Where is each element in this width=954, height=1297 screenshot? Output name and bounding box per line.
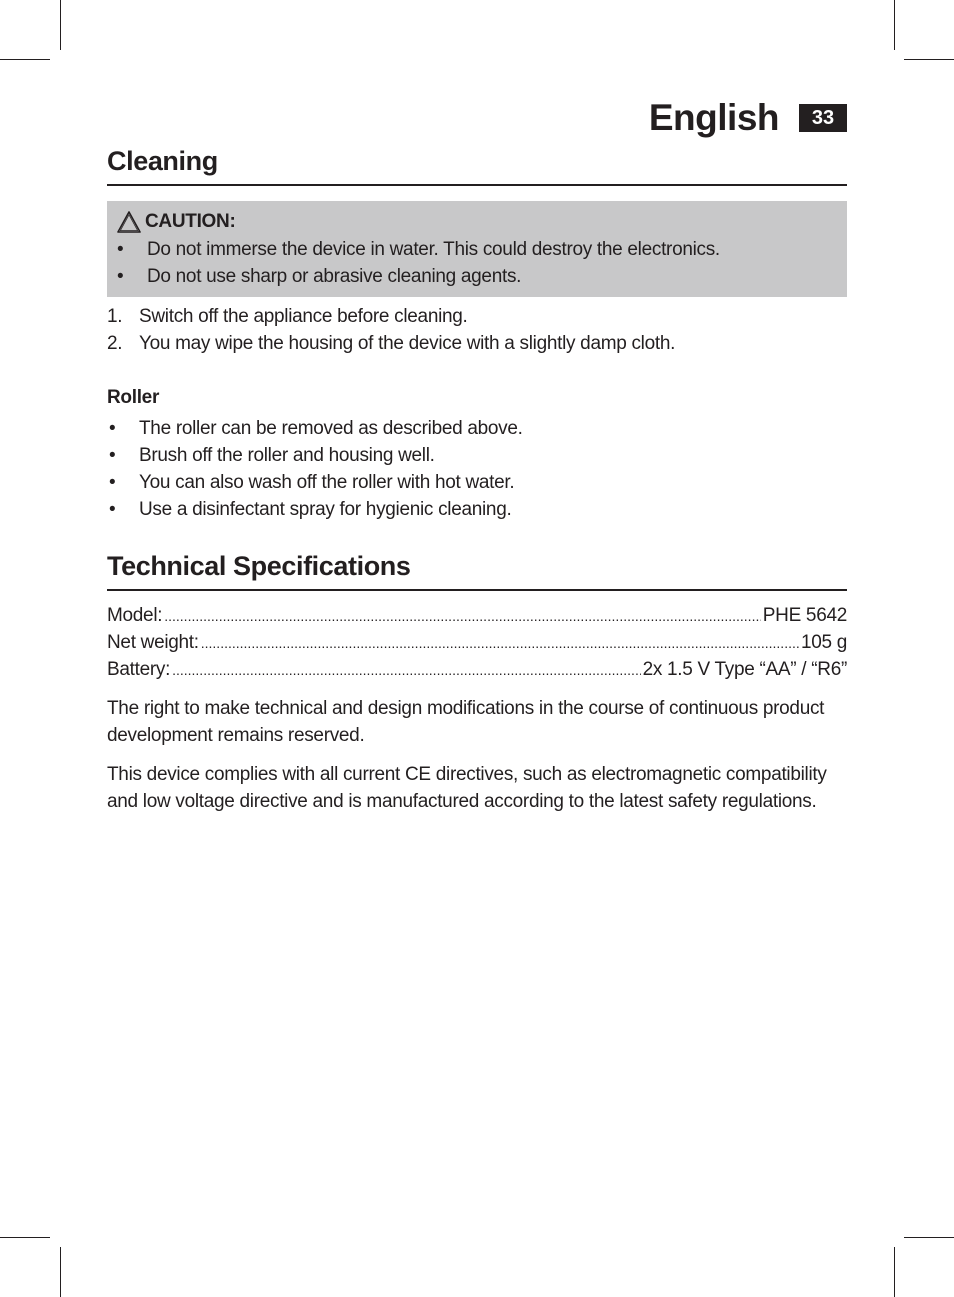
spec-label: Battery: bbox=[107, 659, 171, 680]
crop-mark bbox=[904, 59, 954, 60]
roller-heading: Roller bbox=[107, 387, 160, 408]
list-item: • You can also wash off the roller with hot water. bbox=[107, 469, 847, 496]
leader-dots bbox=[201, 630, 799, 657]
spec-value: PHE 5642 bbox=[762, 605, 847, 626]
spec-label: Model: bbox=[107, 605, 163, 626]
list-item: • The roller can be removed as described above. bbox=[107, 415, 847, 442]
spec-value: 2x 1.5 V Type “AA” / “R6” bbox=[642, 659, 847, 680]
crop-mark bbox=[894, 1247, 895, 1297]
list-item: • Do not immerse the device in water. This could destroy the electronics. bbox=[117, 236, 837, 263]
ce-compliance-notice: This device complies with all current CE directives, such as electromagnetic compatibility and low voltage directive and is manufactured according to the latest safety regulations. bbox=[107, 764, 827, 812]
list-item bbox=[107, 303, 847, 330]
spec-table bbox=[107, 602, 847, 683]
step-text: Switch off the appliance before cleaning. bbox=[139, 306, 468, 327]
page-header bbox=[649, 96, 847, 140]
crop-mark bbox=[894, 0, 895, 50]
crop-mark bbox=[0, 1237, 50, 1238]
caution-label: CAUTION: bbox=[145, 211, 236, 232]
list-item: • Do not use sharp or abrasive cleaning agents. bbox=[117, 263, 837, 290]
cleaning-steps bbox=[107, 303, 847, 357]
crop-mark bbox=[904, 1237, 954, 1238]
spec-row bbox=[107, 629, 847, 656]
spec-row bbox=[107, 602, 847, 629]
warning-triangle-icon bbox=[117, 210, 141, 234]
crop-mark bbox=[60, 0, 61, 50]
step-number: 2. bbox=[107, 333, 123, 354]
step-text: You may wipe the housing of the device with a slightly damp cloth. bbox=[139, 333, 676, 354]
caution-box bbox=[107, 201, 847, 297]
list-item: • Brush off the roller and housing well. bbox=[107, 442, 847, 469]
roller-list bbox=[107, 415, 847, 523]
caution-list bbox=[117, 236, 837, 290]
leader-dots bbox=[164, 603, 761, 630]
spec-row bbox=[107, 656, 847, 683]
language-title: English bbox=[648, 97, 779, 138]
crop-mark bbox=[0, 59, 50, 60]
leader-dots bbox=[172, 657, 641, 684]
spec-value: 105 g bbox=[800, 632, 847, 653]
cleaning-heading: Cleaning bbox=[107, 144, 847, 186]
step-number: 1. bbox=[107, 306, 123, 327]
spec-label: Net weight: bbox=[107, 632, 199, 653]
list-item: • Use a disinfectant spray for hygienic cleaning. bbox=[107, 496, 847, 523]
caution-header bbox=[117, 208, 837, 236]
list-item bbox=[107, 330, 847, 357]
crop-mark bbox=[60, 1247, 61, 1297]
technical-specifications-heading: Technical Specifications bbox=[107, 549, 847, 591]
modification-notice: The right to make technical and design modifications in the course of continuous product development remains reserved. bbox=[107, 698, 825, 746]
page-number-badge: 33 bbox=[799, 104, 847, 132]
